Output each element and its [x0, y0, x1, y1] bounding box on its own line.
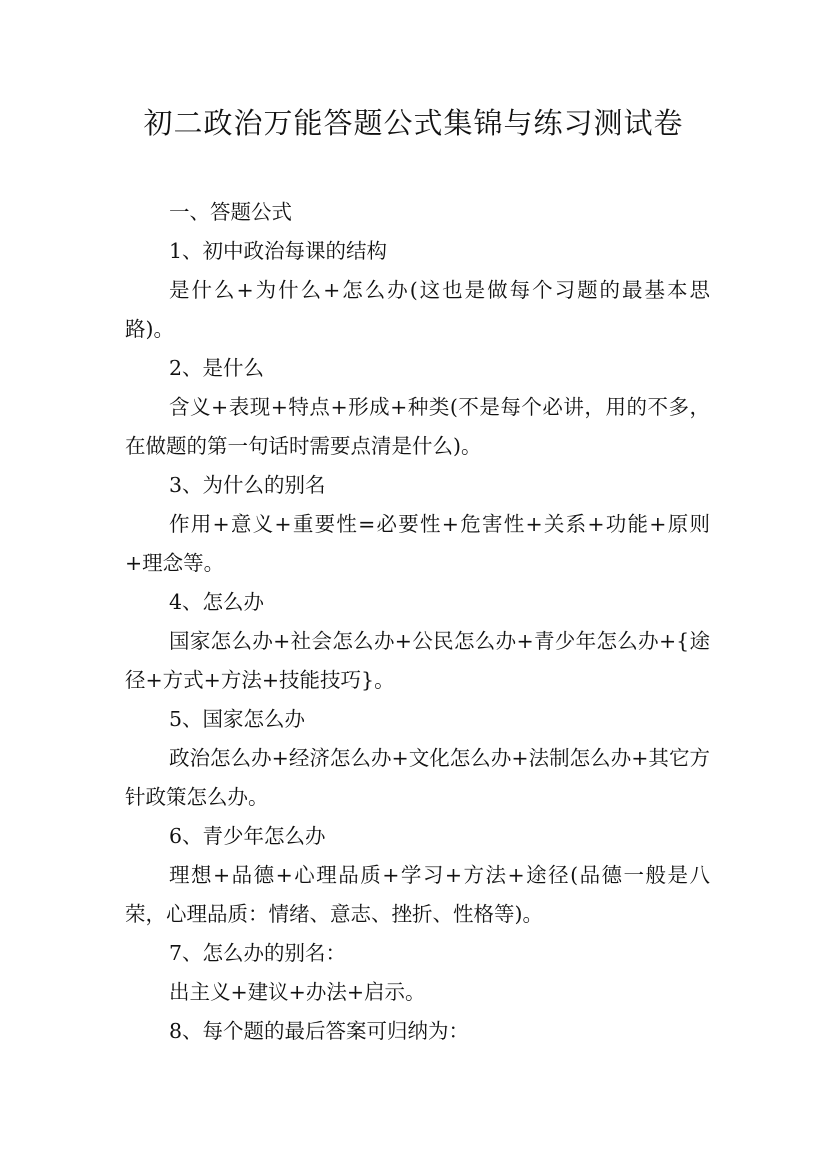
paragraph-item-6-text: 理想+品德+心理品质+学习+方法+途径(品德一般是八荣，心理品质：情绪、意志、挫折、性格等)。: [125, 863, 710, 926]
paragraph-item-2-heading: 2、是什么: [169, 356, 265, 380]
paragraph-item-4-text: 国家怎么办+社会怎么办+公民怎么办+青少年怎么办+{途径+方式+方法+技能技巧}。: [125, 629, 710, 692]
paragraph-item-7-text: 出主义+建议+办法+启示。: [169, 980, 426, 1004]
paragraph-item-4-heading: 4、怎么办: [169, 590, 265, 614]
paragraph-item-6-heading: 6、青少年怎么办: [169, 824, 326, 848]
paragraph-item-3-text: 作用+意义+重要性=必要性+危害性+关系+功能+原则+理念等。: [125, 512, 710, 575]
paragraph-item-3-heading: 3、为什么的别名: [169, 473, 326, 497]
paragraph-section-heading: 一、答题公式: [169, 200, 292, 224]
paragraph-item-7-heading: 7、怎么办的别名：: [169, 941, 347, 965]
paragraph-item-8-heading: 8、每个题的最后答案可归纳为：: [169, 1019, 470, 1043]
paragraph-item-1-heading: 1、初中政治每课的结构: [169, 239, 388, 263]
paragraph-item-1-text: 是什么+为什么+怎么办(这也是做每个习题的最基本思路)。: [125, 278, 710, 341]
document-title: 初二政治万能答题公式集锦与练习测试卷: [143, 106, 684, 140]
paragraph-item-5-heading: 5、国家怎么办: [169, 707, 306, 731]
paragraph-item-2-text: 含义+表现+特点+形成+种类(不是每个必讲，用的不多，在做题的第一句话时需要点清是什么)。: [125, 395, 710, 458]
paragraph-item-5-text: 政治怎么办+经济怎么办+文化怎么办+法制怎么办+其它方针政策怎么办。: [125, 746, 710, 809]
document-body: [125, 193, 710, 1051]
